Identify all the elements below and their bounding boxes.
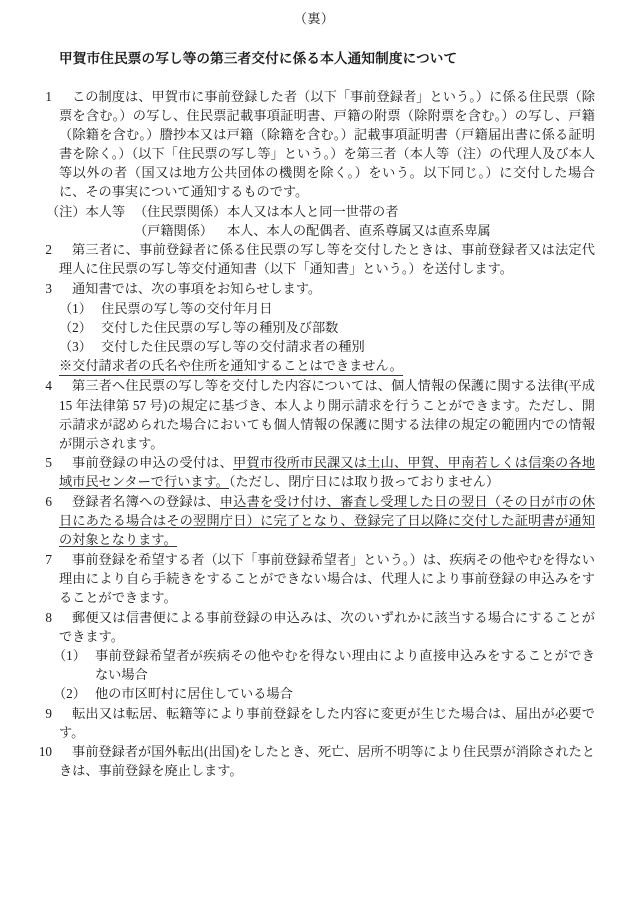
article-item-7	[33, 550, 595, 607]
article-item-9	[33, 704, 595, 742]
notice-text: ※交付請求者の氏名や住所を通知することはできません。	[59, 356, 403, 377]
article-number: 10	[38, 744, 52, 760]
article-item-8	[33, 608, 595, 646]
sub-item-marker: （3）	[59, 338, 92, 354]
article-text: 事前登録を希望する者（以下「事前登録希望者」という。）は、疾病その他やむを得ない理由により自ら手続きをすることができない場合は、代理人により事前登録の申込みをすることができます。	[59, 551, 595, 605]
article-item-4	[33, 376, 595, 452]
article-number: 9	[45, 705, 52, 721]
article-5-lead: 事前登録の申込の受付は、	[72, 455, 233, 471]
sub-item-text: 交付した住民票の写し等の種別及び部数	[101, 319, 339, 335]
note-value: 本人、本人の配偶者、直系尊属又は直系卑属	[227, 223, 491, 239]
article-number: 8	[45, 609, 52, 625]
article-number: 1	[45, 89, 52, 104]
page-title: 甲賀市住民票の写し等の第三者交付に係る本人通知制度について	[59, 51, 458, 66]
article-5-underlined-2: 域市民センターで行います。	[59, 474, 229, 490]
sub-item	[33, 337, 595, 356]
sub-item	[33, 646, 595, 684]
article-3-subitems	[33, 299, 595, 356]
article-text: 事前登録者が国外転出(出国)をしたとき、死亡、居所不明等により住民票が消除されたときは、事前登録を廃止します。	[59, 744, 595, 779]
sub-item	[33, 299, 595, 318]
article-text: 通知書では、次の事項をお知らせします。	[72, 280, 322, 296]
article-6-underlined-3: の対象となります。	[59, 532, 177, 548]
article-item-5	[33, 453, 595, 491]
article-text: 第三者に、事前登録者に係る住民票の写し等を交付したときは、事前登録者又は法定代理人に住民票の写し等交付通知書（以下「通知書」という。）を送付します。	[59, 242, 595, 277]
article-6-underlined-1: 申込書を受け付け、審査し受理した日の翌日（その日が市の休	[219, 493, 595, 509]
article-5-underlined-1: 甲賀市役所市民課又は土山、甲賀、甲南若しくは信楽の各地	[233, 455, 596, 471]
article-item-3	[33, 279, 595, 298]
article-number: 4	[45, 378, 52, 394]
sub-item-marker: （1）	[53, 648, 86, 664]
article-8-subitems	[33, 646, 595, 703]
page-side-marker: （裏）	[293, 11, 335, 26]
article-text	[59, 492, 595, 549]
article-item-2	[33, 240, 595, 278]
sub-item	[33, 318, 595, 337]
article-text: 転出又は転居、転籍等により事前登録をした内容に変更が生じた場合は、届出が必要です。	[59, 705, 595, 740]
note-kind: （住民票関係）	[134, 204, 227, 220]
note-row	[46, 202, 595, 221]
sub-item-marker: （1）	[59, 300, 92, 316]
article-text: 郵便又は信書便による事前登録の申込みは、次のいずれかに該当する場合にすることができます。	[59, 609, 595, 644]
sub-item-text: 交付した住民票の写し等の交付請求者の種別	[101, 338, 365, 354]
sub-item-marker: （2）	[53, 686, 86, 702]
article-item-10	[33, 742, 595, 780]
article-item-6	[33, 492, 595, 549]
notice-line-wrapper	[33, 356, 595, 377]
note-kind: （戸籍関係）	[134, 223, 214, 239]
article-number: 3	[45, 280, 52, 296]
sub-item-marker: （2）	[59, 319, 92, 335]
article-number: 5	[45, 455, 52, 471]
article-text: この制度は、甲賀市に事前登録した者（以下「事前登録者」という。）に係る住民票（除票を含む。）の写し、住民票記載事項証明書、戸籍の附票（除附票を含む。）の写し、戸籍（除籍を含む。）謄抄本又は戸籍（除籍を含む。）記載事項証明書（戸籍届出書に係る証明書を除く。）（以下「住民票の写し等」という。）を第三者（本人等（注）の代理人及び本人等以外の者（国又は地方公共団体の機関を除く。）をいう。以下同じ。）に交付した場合に、その事実について通知するものです。	[59, 89, 595, 200]
article-number: 6	[45, 493, 52, 509]
sub-item-text: 他の市区町村に居住している場合	[95, 686, 293, 702]
article-6-lead: 登録者名簿への登録は、	[72, 493, 220, 509]
article-number: 7	[45, 551, 52, 567]
note-row	[46, 221, 595, 240]
article-6-underlined-2: 日にあたる場合はその翌開庁日）に完了となり、登録完了日以降に交付した証明書が通知	[59, 513, 595, 529]
note-block	[33, 202, 595, 240]
sub-item	[33, 684, 595, 703]
article-list	[33, 87, 595, 780]
sub-item-text: 事前登録希望者が疾病その他やむを得ない理由により直接申込みをすることができない場合	[95, 648, 595, 683]
article-number: 2	[45, 242, 52, 258]
article-text: 第三者へ住民票の写し等を交付した内容については、個人情報の保護に関する法律(平成 15 年法律第 57 号)の規定に基づき、本人より開示請求を行うことができます。ただし、開示請求が認められた場合においても個人情報の保護に関する法律の規定の範囲内での情報が開示されます。	[59, 378, 595, 451]
article-5-tail: （ただし、閉庁日には取り扱っておりません）	[228, 474, 500, 490]
note-label: （注）本人等	[46, 204, 126, 220]
article-item-1	[33, 87, 595, 202]
article-text	[59, 453, 595, 491]
sub-item-text: 住民票の写し等の交付年月日	[101, 300, 273, 316]
note-value: 本人又は本人と同一世帯の者	[227, 204, 399, 220]
